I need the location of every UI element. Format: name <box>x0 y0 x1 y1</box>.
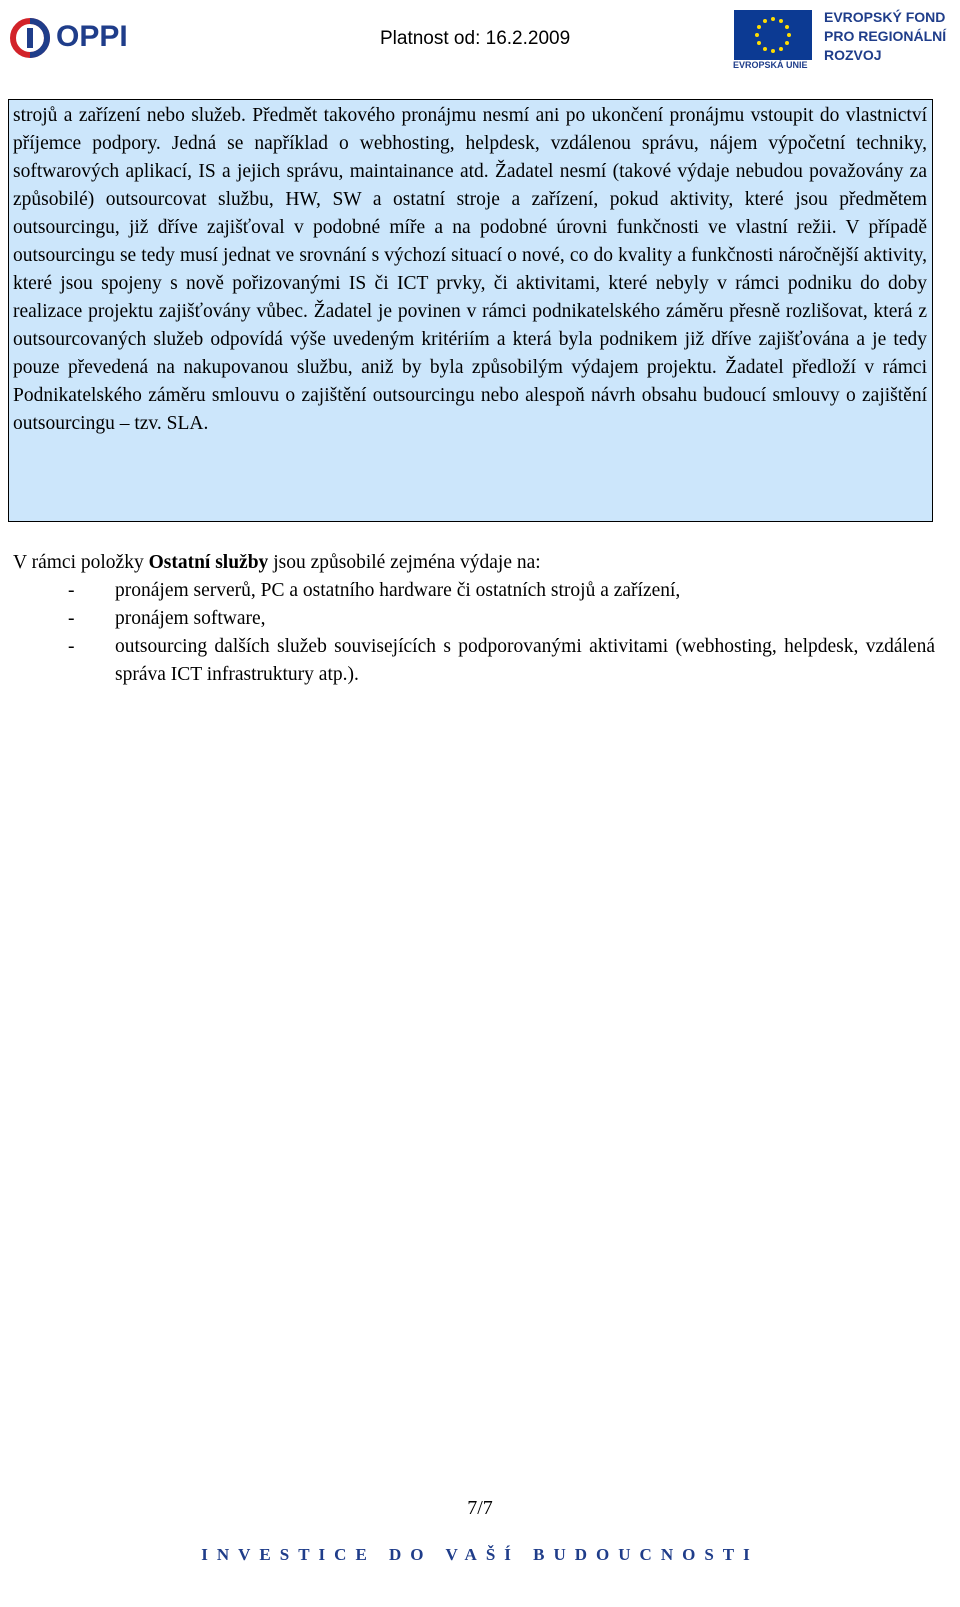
intro-bold-term: Ostatní služby <box>148 552 269 573</box>
list-item-text: outsourcing dalších služeb souvisejících s podporovanými aktivitami (webhosting, helpdesk, vzdálená správa ICT infrastruktury atp.). <box>115 636 935 685</box>
page-header <box>0 0 960 84</box>
dash-bullet: - <box>68 608 75 629</box>
eligible-expenses-list <box>13 577 935 689</box>
footer-motto: INVESTICE DO VAŠÍ BUDOUCNOSTI <box>201 1545 759 1564</box>
highlighted-note-box <box>8 99 933 522</box>
note-paragraph: strojů a zařízení nebo služeb. Předmět takového pronájmu nesmí ani po ukončení pronájmu vstoupit do vlastnictví příjemce podpory. Jedná se například o webhosting, helpdesk, vzdálenou správu, nájem výpočetní techniky, softwarových aplikací, IS a jejich správu, maintainance atd. Žadatel nesmí (takové výdaje nebudou považovány za způsobilé) outsourcovat službu, HW, SW a ostatní stroje a zařízení, pokud aktivity, které jsou předmětem outsourcingu, již dříve zajišťoval v podobné míře a na podobné úrovni funkčnosti ve vlastní režii. V případě outsourcingu se tedy musí jednat ve srovnání s výchozí situací o nové, co do kvality a funkčnosti náročnější aktivity, které jsou spojeny s nově pořizovanými IS či ICT prvky, či aktivitami, které nebyly v rámci podniku do doby realizace projektu zajišťovány vůbec. Žadatel je povinen v rámci podnikatelského záměru přesně rozlišovat, která z outsourcovaných služeb odpovídá výše uvedeným kritériím a která byla podnikem již dříve zajišťována a je tedy pouze převedená na nakupovanou službu, aniž by byla způsobilým výdajem projektu. Žadatel předloží v rámci Podnikatelského záměru smlouvu o zajištění outsourcingu nebo alespoň návrh obsahu budoucí smlouvy o zajištění outsourcingu – tzv. SLA. <box>13 105 927 434</box>
fund-line: ROZVOJ <box>824 47 882 63</box>
list-item <box>13 633 935 689</box>
document-body <box>13 549 935 689</box>
intro-text: V rámci položky <box>13 552 149 573</box>
intro-text-end: jsou způsobilé zejména výdaje na: <box>268 552 541 573</box>
fund-line: EVROPSKÝ FOND <box>824 9 946 25</box>
oppi-logo-text: OPPI <box>56 20 128 53</box>
eu-caption: EVROPSKÁ UNIE <box>733 60 808 70</box>
page-number: 7/7 <box>467 1497 493 1519</box>
dash-bullet: - <box>68 636 75 657</box>
validity-date: Platnost od: 16.2.2009 <box>380 28 571 49</box>
dash-bullet: - <box>68 580 75 601</box>
list-item-text: pronájem software, <box>115 608 266 629</box>
list-item-text: pronájem serverů, PC a ostatního hardware či ostatních strojů a zařízení, <box>115 580 681 601</box>
eu-flag-icon <box>734 10 812 60</box>
list-item <box>13 577 935 605</box>
fund-line: PRO REGIONÁLNÍ <box>824 28 947 44</box>
eu-fund-name <box>824 8 946 65</box>
list-item <box>13 605 935 633</box>
intro-paragraph <box>13 549 935 577</box>
